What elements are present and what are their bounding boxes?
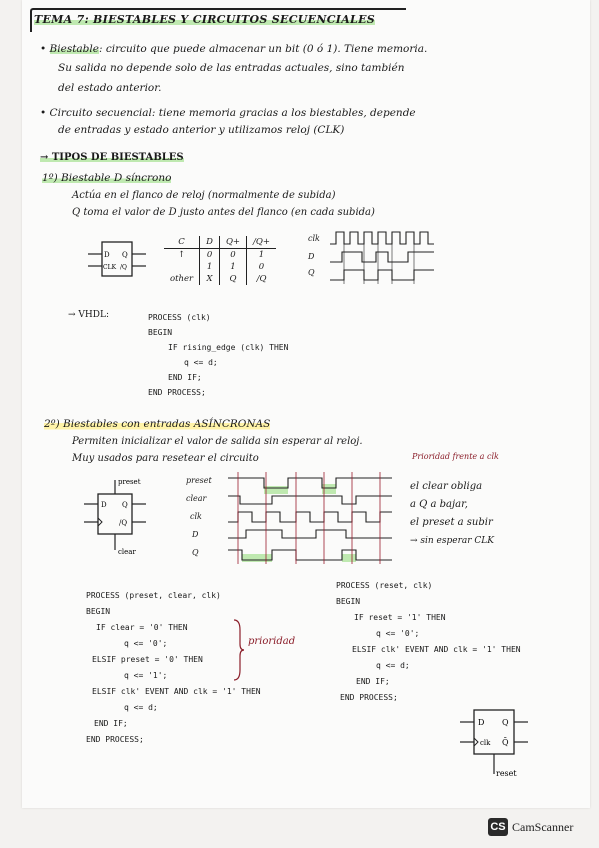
wave1-label-clk: clk [308, 234, 320, 243]
code-line: q <= '0'; [376, 629, 420, 638]
ff3-q-label: Q [502, 718, 509, 727]
wave2-label-clk: clk [190, 512, 202, 521]
wave-clk [330, 232, 434, 244]
sec1-desc1: Actúa en el flanco de reloj (normalmente de subida) [72, 190, 336, 201]
ff-clk-input-label: CLK [103, 264, 117, 271]
note-line: el clear obliga [410, 481, 483, 492]
waveform-1 [328, 228, 438, 286]
vhdl-code-1 [148, 310, 288, 400]
tt-cell: 1 [219, 261, 246, 273]
code-line: PROCESS (preset, clear, clk) [86, 591, 221, 600]
tt-cell: 1 [247, 249, 276, 262]
wave2-label-d: D [192, 530, 199, 539]
vhdl-label: → VHDL: [68, 310, 109, 320]
ff-q-output-label: Q [122, 251, 128, 259]
wave-clear [228, 496, 392, 504]
camscanner-brand: CamScanner [512, 820, 574, 834]
ff2-q-label: Q [122, 501, 128, 509]
ff-reset-diagram [456, 704, 536, 784]
code-line: q <= '1'; [124, 671, 168, 680]
code-line: IF reset = '1' THEN [354, 613, 446, 622]
tt-cell: ↑ [177, 250, 186, 260]
code-line: q <= d; [376, 661, 410, 670]
code-line: END IF; [356, 677, 390, 686]
tt-cell: 0 [247, 261, 276, 273]
wave-q [330, 270, 434, 280]
note-line: a Q a bajar, [410, 499, 468, 510]
wave2-label-q: Q [192, 548, 199, 557]
code-line: PROCESS (clk) [148, 313, 211, 322]
sec2-desc1: Permiten inicializar el valor de salida sin esperar al reloj. [72, 436, 363, 447]
code-line: ELSIF preset = '0' THEN [92, 655, 203, 664]
ff3-d-label: D [478, 718, 485, 727]
wave1-label-q: Q [308, 268, 315, 277]
code-line: q <= '0'; [124, 639, 168, 648]
biestable-term: Biestable [49, 43, 99, 55]
ff3-reset-label: reset [496, 769, 517, 778]
ff2-clear-label: clear [118, 548, 136, 556]
tt-header: C [164, 236, 200, 249]
biestable-text-1: : circuito que puede almacenar un bit (0 ó 1). Tiene memoria. [98, 43, 428, 55]
ff3-clk-label: clk [480, 739, 491, 747]
ff-nq-output-label: /Q [120, 264, 127, 271]
wave-d-2 [228, 530, 392, 538]
prioridad-label: prioridad [248, 636, 296, 647]
tipos-heading: → TIPOS DE BIESTABLES [40, 152, 184, 163]
biestable-def-line1: • Biestable: circuito que puede almacenar un bit (0 ó 1). Tiene memoria. [40, 43, 428, 55]
wave2-label-clear: clear [186, 494, 207, 503]
circuito-term: Circuito secuencial [49, 107, 152, 119]
camscanner-logo-icon: CS [488, 818, 508, 836]
code-line: BEGIN [148, 328, 173, 337]
waveform-2 [226, 470, 396, 566]
tt-cell: /Q [247, 273, 276, 285]
code-line: IF rising_edge (clk) THEN [168, 343, 289, 352]
tt-cell: 0 [219, 249, 246, 262]
title-border [30, 8, 406, 32]
code-line: ELSIF clk' EVENT AND clk = '1' THEN [92, 687, 261, 696]
wave-d [330, 252, 434, 262]
priority-note: Prioridad frente a clk [412, 452, 499, 461]
ff2-preset-label: preset [118, 478, 141, 486]
page-title: TEMA 7: BIESTABLES Y CIRCUITOS SECUENCIALES [34, 13, 376, 26]
ff-d-diagram [84, 232, 154, 292]
code-line: END PROCESS; [340, 693, 398, 702]
circuito-text-1: : tiene memoria gracias a los biestables, depende [151, 107, 416, 119]
priority-brace [232, 618, 246, 682]
code-line: PROCESS (reset, clk) [336, 581, 433, 590]
note-line: → sin esperar CLK [410, 536, 495, 546]
code-line: END PROCESS; [148, 388, 206, 397]
sec2-heading: 2º) Biestables con entradas ASÍNCRONAS [44, 418, 271, 430]
circuito-def-line1: • Circuito secuencial: tiene memoria gracias a los biestables, depende [40, 107, 416, 119]
tt-cell: other [170, 274, 194, 284]
tt-cell: 1 [200, 261, 220, 273]
sec1-heading: 1º) Biestable D síncrono [42, 172, 172, 184]
tt-cell: X [200, 273, 220, 285]
code-line: END IF; [94, 719, 128, 728]
circuito-def-line2: de entradas y estado anterior y utilizamos reloj (CLK) [58, 124, 345, 136]
code-line: q <= d; [124, 703, 158, 712]
ff2-d-label: D [101, 501, 107, 509]
tt-cell: Q [219, 273, 246, 285]
ff3-nq-label: Q̄ [502, 738, 509, 747]
tt-cell: 0 [200, 249, 220, 262]
code-line: END IF; [168, 373, 202, 382]
code-line: q <= d; [184, 358, 218, 367]
ff2-nq-label: /Q [119, 519, 128, 527]
tt-cell [164, 261, 200, 273]
code-line: BEGIN [336, 597, 361, 606]
ff-async-diagram [80, 474, 160, 560]
tt-header: Q+ [219, 236, 246, 249]
code-line: ELSIF clk' EVENT AND clk = '1' THEN [352, 645, 521, 654]
note-line: el preset a subir [410, 517, 493, 528]
wave-preset [228, 478, 392, 488]
tt-header: D [200, 236, 220, 249]
truth-table [164, 236, 276, 285]
code-line: IF clear = '0' THEN [96, 623, 188, 632]
wave1-label-d: D [308, 252, 315, 261]
tt-header: /Q+ [247, 236, 276, 249]
biestable-def-line2: Su salida no depende solo de las entradas actuales, sino también [58, 62, 405, 74]
sec2-desc2: Muy usados para resetear el circuito [72, 453, 259, 464]
code-line: END PROCESS; [86, 735, 144, 744]
sec2-notes [410, 478, 494, 550]
code-line: BEGIN [86, 607, 111, 616]
wave2-label-preset: preset [186, 476, 212, 485]
ff-d-input-label: D [104, 251, 110, 259]
wave-clk-2 [228, 512, 392, 522]
biestable-def-line3: del estado anterior. [58, 82, 162, 94]
sec1-desc2: Q toma el valor de D justo antes del flanco (en cada subida) [72, 207, 375, 218]
vhdl-code-3 [336, 578, 521, 706]
